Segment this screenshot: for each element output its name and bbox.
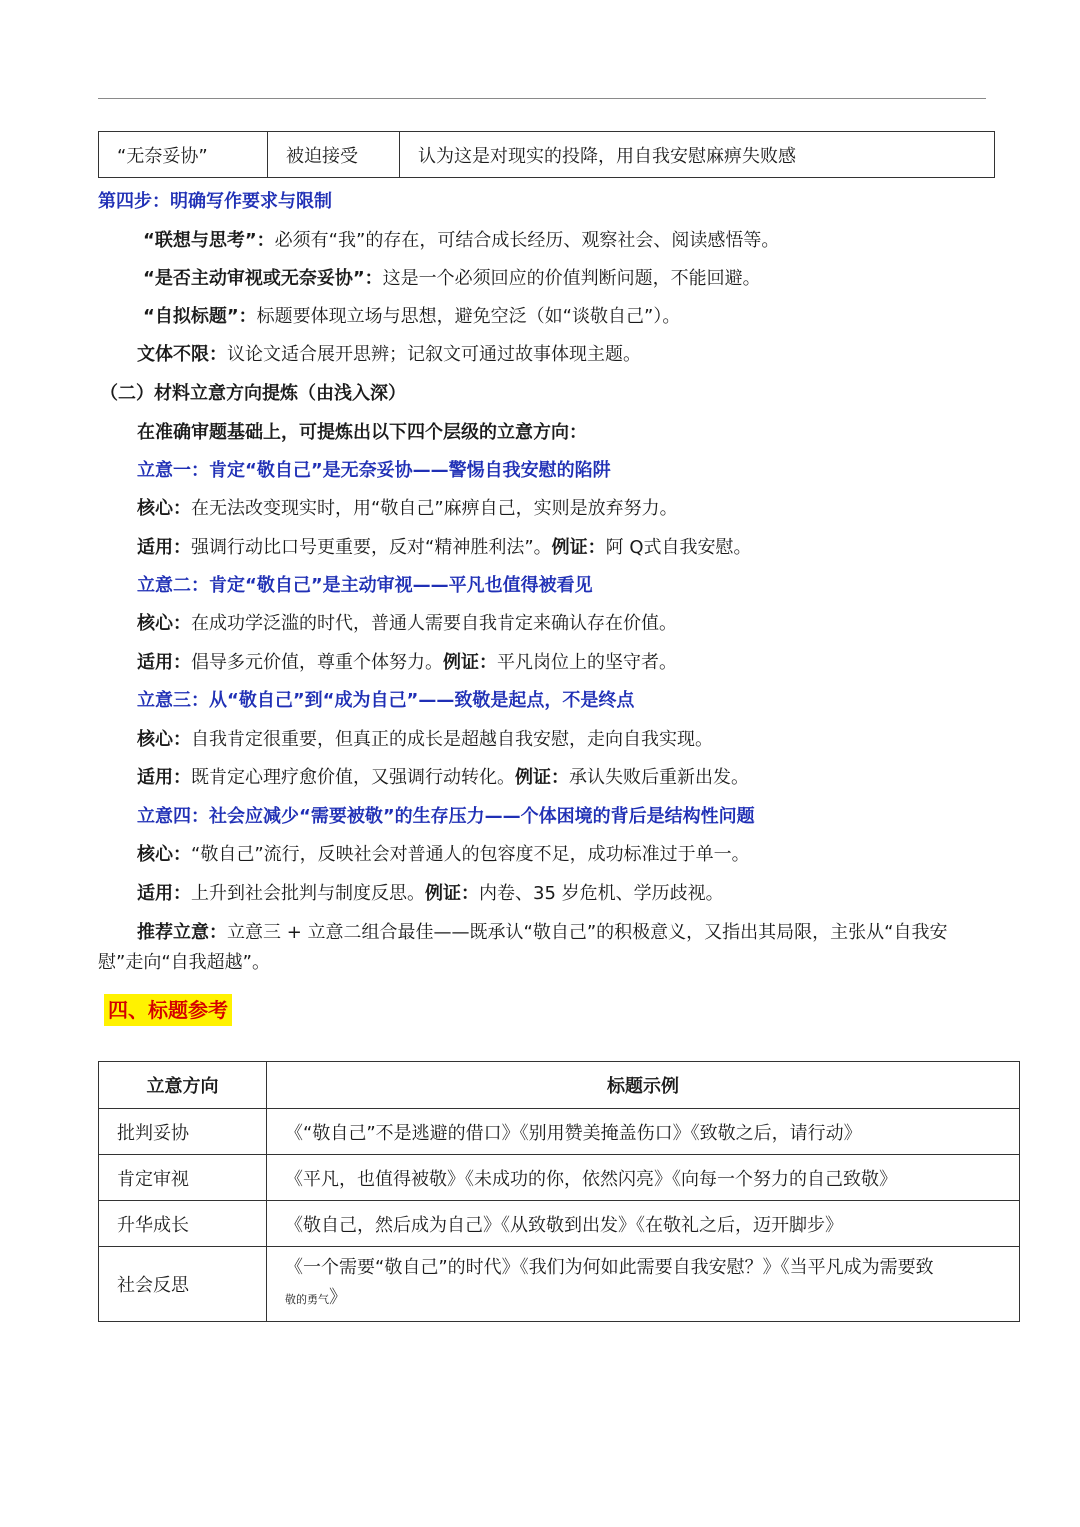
apply-text: 上升到社会批判与制度反思。 — [191, 883, 425, 904]
table-row — [99, 1109, 1020, 1155]
requirement-text: 标题要体现立场与思想，避免空泛（如“谈敬自己”）。 — [256, 306, 681, 327]
core-text: 自我肯定很重要，但真正的成长是超越自我安慰，走向自我实现。 — [191, 729, 713, 750]
apply-label: 适用： — [137, 883, 191, 904]
idea-title: 立意一：肯定“敬自己”是无奈妥协——警惕自我安慰的陷阱 — [137, 460, 611, 481]
apply-text: 倡导多元价值，尊重个体努力。 — [191, 652, 443, 673]
requirement-item — [137, 343, 641, 367]
idea-title: 立意二：肯定“敬自己”是主动审视——平凡也值得被看见 — [137, 575, 593, 596]
column-header: 立意方向 — [99, 1062, 267, 1109]
requirement-label: “是否主动审视或无奈妥协”： — [143, 268, 383, 289]
idea-apply — [137, 536, 752, 560]
idea-title: 立意三：从“敬自己”到“成为自己”——致敬是起点，不是终点 — [137, 690, 635, 711]
apply-text: 既肯定心理疗愈价值，又强调行动转化。 — [191, 767, 515, 788]
table-row — [99, 132, 995, 178]
table-cell: 被迫接受 — [268, 132, 400, 178]
table-cell: 认为这是对现实的投降，用自我安慰麻痹失败感 — [400, 132, 995, 178]
idea-core — [137, 497, 678, 521]
title-table — [98, 1061, 1020, 1322]
core-text: 在无法改变现实时，用“敬自己”麻痹自己，实则是放弃努力。 — [191, 498, 678, 519]
section2-heading: （二）材料立意方向提炼（由浅入深） — [100, 383, 406, 404]
idea-apply — [137, 766, 749, 790]
example-text: 阿 Q式自我安慰。 — [605, 537, 752, 558]
apply-text: 强调行动比口号更重要，反对“精神胜利法”。 — [191, 537, 552, 558]
table-row — [99, 1155, 1020, 1201]
direction-cell: 批判妥协 — [99, 1109, 267, 1155]
example-label: 例证： — [515, 767, 569, 788]
example-text: 内卷、35 岁危机、学历歧视。 — [479, 883, 724, 904]
step4-heading: 第四步：明确写作要求与限制 — [98, 191, 332, 212]
section2-intro: 在准确审题基础上，可提炼出以下四个层级的立意方向： — [137, 422, 587, 443]
table-row — [99, 1247, 1020, 1322]
recommendation — [98, 918, 988, 978]
recommend-label: 推荐立意： — [137, 922, 227, 943]
titles-cell — [267, 1247, 1020, 1322]
idea-core — [137, 843, 750, 867]
apply-label: 适用： — [137, 767, 191, 788]
requirement-text: 议论文适合展开思辨；记叙文可通过故事体现主题。 — [227, 344, 641, 365]
idea-apply — [137, 882, 724, 906]
example-text: 承认失败后重新出发。 — [569, 767, 749, 788]
header-rule — [98, 98, 986, 99]
direction-cell: 肯定审视 — [99, 1155, 267, 1201]
titles-cell: 《敬自己，然后成为自己》《从致敬到出发》《在敬礼之后，迈开脚步》 — [267, 1201, 1020, 1247]
core-label: 核心： — [137, 613, 191, 634]
table-cell: “无奈妥协” — [99, 132, 268, 178]
example-text: 平凡岗位上的坚守者。 — [497, 652, 677, 673]
core-text: “敬自己”流行，反映社会对普通人的包容度不足，成功标准过于单一。 — [191, 844, 750, 865]
requirement-item — [143, 305, 680, 329]
requirement-label: 文体不限： — [137, 344, 227, 365]
idea-apply — [137, 651, 677, 675]
requirement-text: 必须有“我”的存在，可结合成长经历、观察社会、阅读感悟等。 — [274, 230, 780, 251]
example-label: 例证： — [443, 652, 497, 673]
requirement-item — [143, 267, 761, 291]
core-label: 核心： — [137, 729, 191, 750]
direction-cell: 升华成长 — [99, 1201, 267, 1247]
apply-label: 适用： — [137, 652, 191, 673]
titles-end: 》 — [329, 1287, 347, 1308]
apply-label: 适用： — [137, 537, 191, 558]
requirement-label: “自拟标题”： — [143, 306, 257, 327]
core-label: 核心： — [137, 498, 191, 519]
direction-cell: 社会反思 — [99, 1247, 267, 1322]
example-label: 例证： — [425, 883, 479, 904]
idea-title: 立意四：社会应减少“需要被敬”的生存压力——个体困境的背后是结构性问题 — [137, 806, 755, 827]
section4-heading: 四、标题参考 — [104, 994, 232, 1026]
table-row — [99, 1201, 1020, 1247]
requirement-text: 这是一个必须回应的价值判断问题，不能回避。 — [382, 268, 761, 289]
table-header-row — [99, 1062, 1020, 1109]
core-label: 核心： — [137, 844, 191, 865]
titles-tail: 敬的勇气 — [285, 1293, 329, 1306]
titles-cell: 《平凡，也值得被敬》《未成功的你，依然闪亮》《向每一个努力的自己致敬》 — [267, 1155, 1020, 1201]
column-header: 标题示例 — [267, 1062, 1020, 1109]
idea-core — [137, 612, 677, 636]
requirement-item — [143, 229, 779, 253]
requirement-label: “联想与思考”： — [143, 230, 275, 251]
titles-cell: 《“敬自己”不是逃避的借口》《别用赞美掩盖伤口》《致敬之后，请行动》 — [267, 1109, 1020, 1155]
titles-text: 《一个需要“敬自己”的时代》《我们为何如此需要自我安慰？》《当平凡成为需要致 — [285, 1257, 934, 1278]
recommend-text: 立意三 + 立意二组合最佳——既承认“敬自己”的积极意义，又指出其局限，主张从“自我安慰”走向“自我超越”。 — [98, 922, 948, 973]
top-table — [98, 131, 995, 178]
core-text: 在成功学泛滥的时代，普通人需要自我肯定来确认存在价值。 — [191, 613, 677, 634]
example-label: 例证： — [551, 537, 606, 558]
idea-core — [137, 728, 713, 752]
